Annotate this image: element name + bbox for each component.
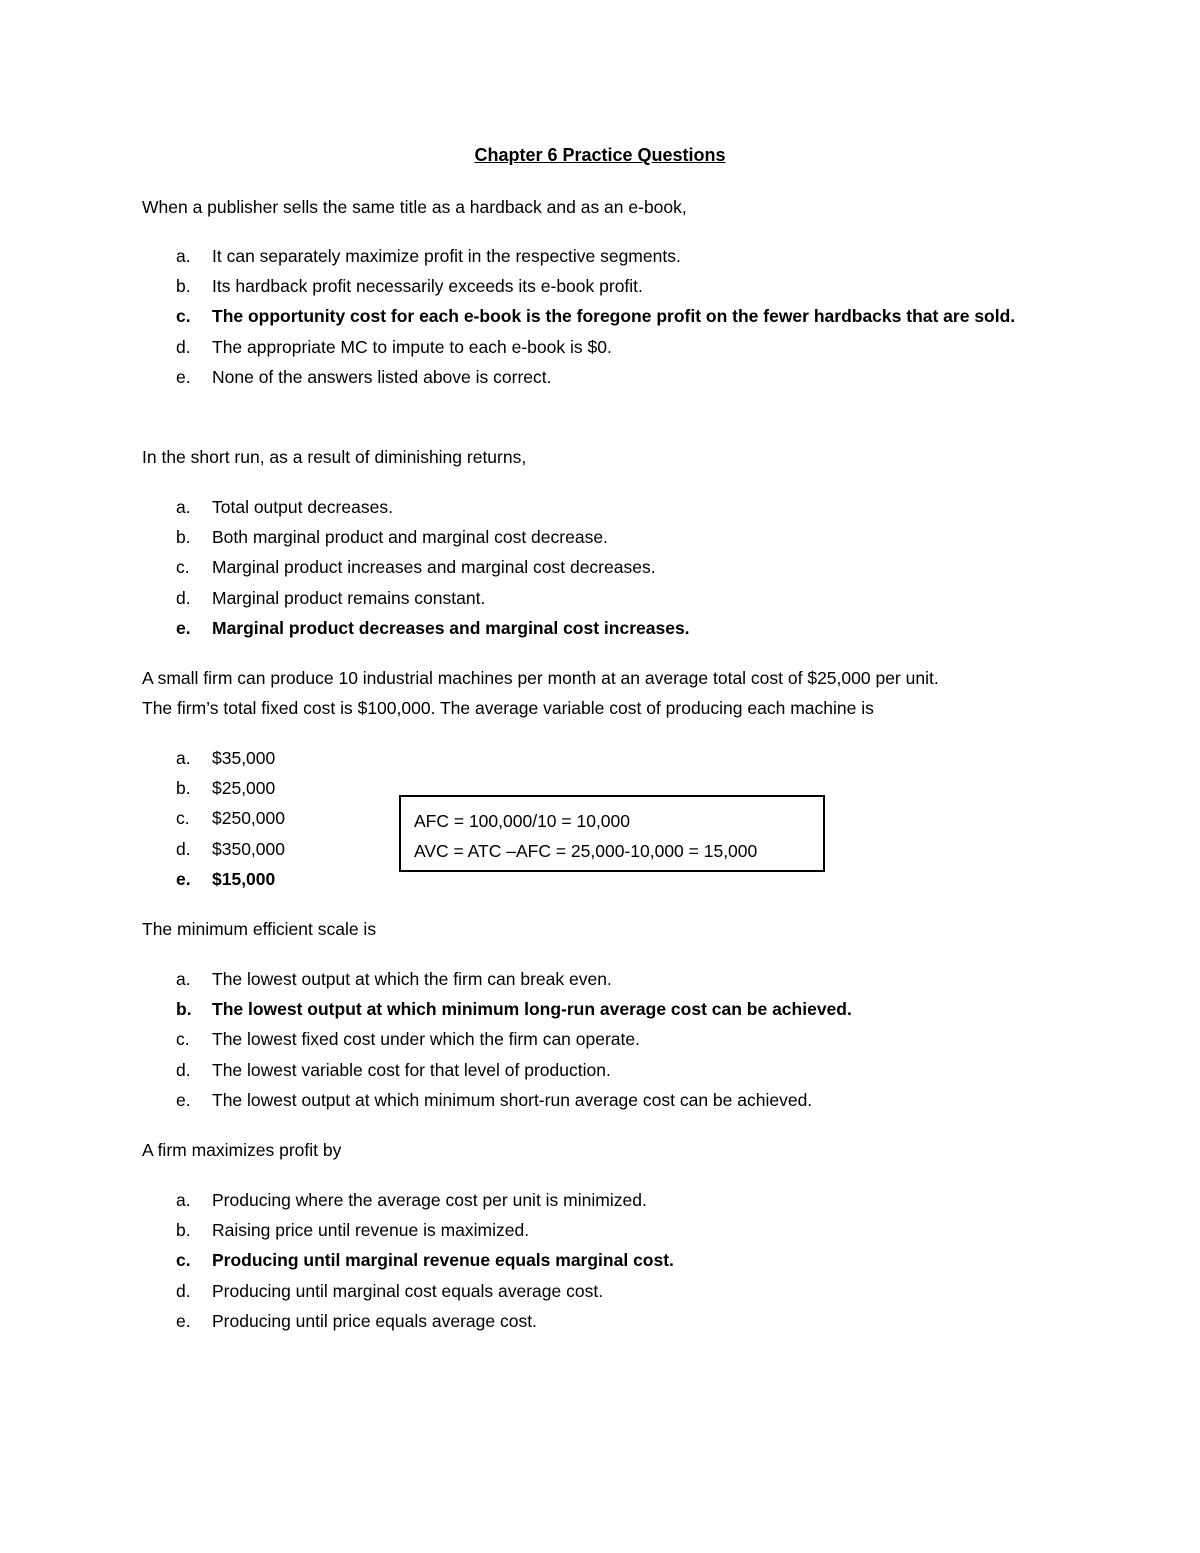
option-text: Both marginal product and marginal cost decrease. (212, 527, 608, 548)
option-letter: b. (176, 276, 191, 297)
option-letter: a. (176, 1190, 191, 1210)
option-text: $35,000 (212, 748, 276, 768)
option-letter: c. (176, 1029, 190, 1050)
option-text: It can separately maximize profit in the respective segments. (212, 246, 681, 266)
option-text: The appropriate MC to impute to each e-book is $0. (212, 336, 612, 357)
option-5d (176, 1276, 1056, 1306)
option-1d (176, 332, 1056, 362)
question-3-prompt-line-2: The firm’s total fixed cost is $100,000. The average variable cost of producing each machine is (142, 698, 874, 718)
option-4c (176, 1024, 1056, 1054)
option-text: Producing until price equals average cost. (212, 1310, 537, 1331)
option-letter: d. (176, 1280, 191, 1301)
option-2a (176, 492, 1056, 522)
option-letter: a. (176, 969, 191, 989)
option-letter: e. (176, 366, 191, 387)
option-text: $350,000 (212, 838, 285, 859)
option-4a (176, 964, 1056, 994)
option-1b (176, 271, 1056, 301)
option-text: None of the answers listed above is correct. (212, 366, 552, 387)
option-text: $15,000 (212, 868, 276, 889)
question-4-options (176, 964, 1056, 1115)
option-4e (176, 1085, 1056, 1115)
option-text: The opportunity cost for each e-book is the foregone profit on the fewer hardbacks that are sold. (212, 306, 1016, 327)
option-2e-correct (176, 613, 1056, 643)
calculation-box (399, 795, 825, 872)
calculation-line-avc: AVC = ATC –AFC = 25,000-10,000 = 15,000 (414, 841, 758, 861)
question-2-options (176, 492, 1056, 643)
option-text: Producing where the average cost per unit is minimized. (212, 1190, 647, 1210)
option-2b (176, 522, 1056, 552)
option-text: Total output decreases. (212, 497, 393, 517)
question-3-prompt-line-1: A small firm can produce 10 industrial machines per month at an average total cost of $25,000 per unit. (142, 668, 939, 688)
option-letter: c. (176, 557, 190, 578)
question-1-options (176, 241, 1056, 392)
option-2c (176, 552, 1056, 582)
option-letter: a. (176, 246, 191, 266)
option-3a (176, 743, 1056, 773)
option-text: Producing until marginal revenue equals marginal cost. (212, 1250, 674, 1271)
question-5-options (176, 1185, 1056, 1336)
option-text: The lowest output at which minimum short-run average cost can be achieved. (212, 1089, 813, 1110)
option-text: $250,000 (212, 808, 285, 829)
option-letter: e. (176, 1310, 191, 1331)
option-letter: a. (176, 497, 191, 517)
option-letter: e. (176, 617, 191, 638)
option-5b (176, 1215, 1056, 1245)
option-2d (176, 583, 1056, 613)
option-letter: d. (176, 336, 191, 357)
option-letter: b. (176, 527, 191, 548)
option-text: Marginal product remains constant. (212, 587, 486, 608)
question-2-prompt: In the short run, as a result of diminishing returns, (142, 447, 527, 467)
option-1a (176, 241, 1056, 271)
option-letter: e. (176, 868, 191, 889)
option-text: $25,000 (212, 778, 276, 799)
option-letter: b. (176, 999, 192, 1020)
calculation-line-afc: AFC = 100,000/10 = 10,000 (414, 811, 630, 831)
option-4b-correct (176, 994, 1056, 1024)
option-letter: c. (176, 306, 191, 327)
option-text: The lowest variable cost for that level of production. (212, 1059, 611, 1080)
question-4-prompt: The minimum efficient scale is (142, 919, 377, 939)
option-letter: d. (176, 587, 191, 608)
option-5e (176, 1306, 1056, 1336)
option-letter: b. (176, 1220, 191, 1241)
page-title: Chapter 6 Practice Questions (474, 145, 726, 165)
option-4d (176, 1055, 1056, 1085)
question-1-prompt: When a publisher sells the same title as a hardback and as an e-book, (142, 197, 687, 217)
option-letter: b. (176, 778, 191, 799)
option-letter: d. (176, 838, 191, 859)
option-5a (176, 1185, 1056, 1215)
option-letter: c. (176, 808, 190, 829)
option-text: The lowest output at which the firm can break even. (212, 969, 612, 989)
option-text: Its hardback profit necessarily exceeds its e-book profit. (212, 276, 643, 297)
option-letter: c. (176, 1250, 191, 1271)
option-5c-correct (176, 1245, 1056, 1275)
option-text: The lowest output at which minimum long-run average cost can be achieved. (212, 999, 852, 1020)
question-3-prompt (142, 663, 1062, 723)
option-text: Marginal product decreases and marginal cost increases. (212, 617, 690, 638)
option-text: Marginal product increases and marginal cost decreases. (212, 557, 656, 578)
option-letter: e. (176, 1089, 191, 1110)
option-letter: d. (176, 1059, 191, 1080)
option-text: Producing until marginal cost equals average cost. (212, 1280, 604, 1301)
option-letter: a. (176, 748, 191, 768)
option-1e (176, 362, 1056, 392)
option-1c-correct (176, 301, 1056, 331)
option-text: The lowest fixed cost under which the firm can operate. (212, 1029, 640, 1050)
option-text: Raising price until revenue is maximized. (212, 1220, 530, 1241)
question-5-prompt: A firm maximizes profit by (142, 1140, 342, 1160)
